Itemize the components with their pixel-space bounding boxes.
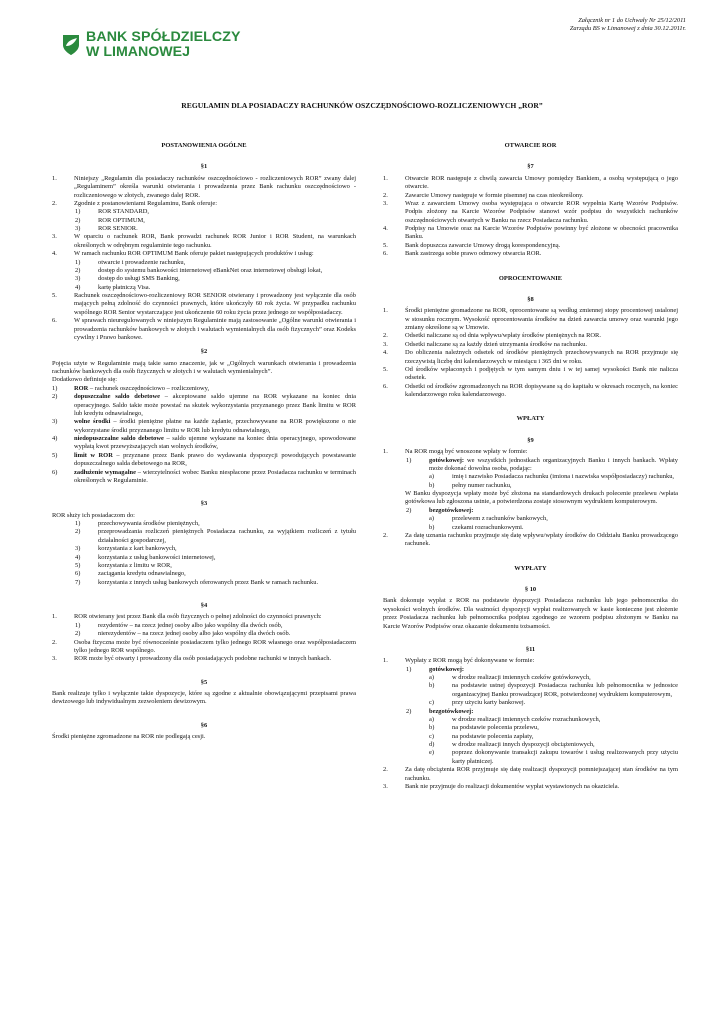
numbered-list [52, 292, 356, 342]
list-item: 2) przeprowadzania rozliczeń pieniężnych Posiadacza rachunku, za wyjątkiem rozliczeń z tytułu działalności gospodarczej, [75, 528, 356, 544]
paragraph-number: §7 [527, 163, 534, 171]
numbered-list [52, 639, 356, 664]
list-item: 5) korzystania z limitu w ROR, [75, 561, 172, 569]
list-item: 1. Otwarcie ROR następuje z chwilą zawarcia Umowy pomiędzy Bankiem, a osobą występującą o jego otwarcie. [383, 174, 678, 191]
paragraph-number: §3 [200, 500, 208, 508]
section-heading: WYPŁATY [514, 564, 547, 572]
sub-sub-list [429, 515, 678, 532]
sub-list [383, 457, 678, 491]
paragraph-number: §2 [200, 348, 208, 356]
list-item: 1) otwarcie i prowadzenie rachunku, [75, 258, 186, 266]
definition-list [52, 385, 356, 486]
list-item: 5. Rachunek oszczędnościowo-rozliczeniowy ROR SENIOR otwierany i prowadzony jest wyłącznie dla osób mających pełną zdolność do czynności prawnych, które ukończyły 60 rok życia. W przypadku rachunku wspólnego ROR Senior wystarczające jest ukończenie 60 roku życia przez jednego ze współposiadaczy. [52, 292, 356, 316]
numbered-list [383, 766, 678, 791]
list-item: 1) ROR STANDARD, [75, 208, 149, 216]
numbered-list [52, 613, 356, 621]
list-item: 3. ROR może być otwarty i prowadzony dla osób posiadających podobne rachunki w innych bankach. [52, 655, 332, 663]
paragraph-number: §4 [200, 602, 208, 609]
list-item: 2. Za datę uznania rachunku przyjmuje się datę wpływu/wpłaty środków do Oddziału Banku prowadzącego rachunek. [383, 531, 678, 548]
list-item: c) na podstawie polecenia zapłaty, [429, 732, 534, 740]
list-item: 3. W oparciu o rachunek ROR, Bank prowadzi rachunek ROR Junior i ROR Student, na warunkach określonych w odrębnym regulaminie tego rachunku. [52, 233, 356, 249]
list-item: 2) dostęp do systemu bankowości internetowej eBankNet oraz internetowej obsługi lokat, [75, 266, 323, 274]
list-item: 1) gotówkowej: a) w drodze realizacji imiennych czeków gotówkowych, b) na podstawie ustnej dyspozycji Posiadacza rachunku lub pełnomocnika w jednostce organizacyjnej Banku prowadzącej ROR, potwierdzonej wydrukiem komputerowym, c) przy użyciu karty bankowej. [406, 665, 678, 707]
list-item: 6. Bank zastrzega sobie prawo odmowy otwarcia ROR. [383, 250, 542, 258]
list-item: 4. Do obliczenia należnych odsetek od środków pieniężnych przechowywanych na ROR przyjmuje się rzeczywistą liczbę dni kalendarzowych w miesiącu i 365 dni w roku. [383, 349, 678, 365]
list-item: b) pełny numer rachunku, [429, 481, 512, 489]
list-item: 1. Niniejszy „Regulamin dla posiadaczy rachunków oszczędnościowo - rozliczeniowych ROR” zwany dalej „Regulaminem” określa warunki otwierania i prowadzenia przez Bank rachunku oszczędnościowo - rozliczeniowego w złotych, zwanego dalej ROR. [52, 174, 356, 199]
numbered-list [52, 175, 356, 209]
sub-sub-list [429, 674, 678, 708]
document-title: REGULAMIN DLA POSIADACZY RACHUNKÓW OSZCZĘDNOŚCIOWO-ROZLICZENIOWYCH „ROR” [181, 101, 543, 110]
list-item: 2) ROR OPTIMUM, [75, 216, 145, 224]
paragraph-number: §11 [525, 645, 536, 653]
list-item: 2) nierezydentów – na rzecz jednej osoby albo jako wspólny dla dwóch osób. [75, 630, 291, 638]
list-item: 2. Za datę obciążenia ROR przyjmuje się datę realizacji dyspozycji pomniejszającej stan środków na tym rachunku. [383, 766, 678, 782]
numbered-list [383, 657, 678, 665]
list-item: 4) korzystania z usług bankowości internetowej, [75, 553, 216, 561]
list-item: 2) bezgotówkowej: a) w drodze realizacji imiennych czeków rozrachunkowych, b) na podstawie polecenia przelewu, c) na podstawie polecenia zapłaty, d) w drodze realizacji innych dyspozycji obciążeniowych, e) poprzez dokonywanie transakcji zakupu towarów i usług realizowanych przy użyciu karty płatniczej. [406, 707, 678, 765]
section-heading: WPŁATY [516, 415, 545, 423]
list-item: 1) rezydentów – na rzecz jednej osoby albo jako wspólny dla dwóch osób, [75, 621, 283, 629]
paragraph-number: §5 [200, 678, 208, 686]
definition-item: 1) ROR – rachunek oszczędnościowo – rozliczeniowy, [52, 384, 210, 392]
sub-list [52, 208, 356, 233]
list-item: 1. ROR otwierany jest przez Bank dla osób fizycznych o pełnej zdolności do czynności prawnych: [52, 613, 322, 621]
right-column [383, 142, 678, 791]
paragraph-number: §9 [527, 436, 534, 444]
list-item: 4) kartę płatniczą Visa. [75, 283, 151, 291]
numbered-list [383, 307, 678, 399]
list-item: a) imię i nazwisko Posiadacza rachunku (imiona i nazwiska współposiadaczy) rachunku, [429, 473, 675, 481]
list-item: 3) ROR SENIOR. [75, 225, 138, 232]
list-item: 6) zaciągania kredytu odnawialnego, [75, 570, 186, 578]
list-item: 3. Wraz z zawarciem Umowy osoba występująca o otwarcie ROR wypełnia Kartę Wzorów Podpisów. Podpis złożony na Karcie Wzorów Podpisów stanowi wzór podpisu do wszystkich rachunków oszczędnościowych otwartych w Banku na rzecz Posiadacza rachunku. [383, 199, 678, 224]
sub-list [52, 622, 356, 639]
list-item: e) poprzez dokonywanie transakcji zakupu towarów i usług realizowanych przy użyciu karty płatniczej. [429, 749, 678, 765]
list-item: 2. Zgodnie z postanowieniami Regulaminu, Bank oferuje: [52, 199, 218, 207]
list-item: 5. Od środków wpłaconych i podjętych w tym samym dniu i w tej samej wysokości Bank nie nalicza odsetek. [383, 365, 678, 382]
list-item: 7) korzystania z innych usług bankowych oferowanych przez Bank w ramach rachunku. [75, 578, 319, 586]
definition-item: 5) limit w ROR – przyznane przez Bank prawo do wydawania dyspozycji powodujących powstawanie dopuszczalnego salda debetowego na ROR, [52, 451, 356, 468]
list-item: a) w drodze realizacji imiennych czeków gotówkowych, [429, 674, 591, 681]
list-item: 4. W ramach rachunku ROR OPTIMUM Bank oferuje pakiet następujących produktów i usług: [52, 250, 314, 258]
list-item: a) przelewem z rachunków bankowych, [429, 515, 548, 523]
paragraph-text: Pojęcia użyte w Regulaminie mają takie samo znaczenie, jak w „Ogólnych warunkach otwierania i prowadzenia rachunków bankowych dla osób fizycznych w złotych i w walutach wymienialnych”. [52, 359, 356, 375]
list-item: 1. Na ROR mogą być wnoszone wpłaty w formie: [383, 448, 528, 456]
list-item: 2. Zawarcie Umowy następuje w formie pisemnej na czas nieokreślony. [383, 191, 584, 199]
definition-item: 3) wolne środki – środki pieniężne płatne na każde żądanie, przechowywane na ROR powiększone o nie wykorzystane środki przyznanego limitu w ROR lub kredytu odnawialnego, [52, 418, 356, 434]
numbered-list [383, 175, 678, 259]
bank-logo [62, 30, 241, 59]
list-item: 3) dostęp do usługi SMS Banking, [75, 275, 180, 283]
list-item: 4. Podpisy na Umowie oraz na Karcie Wzorów Podpisów powinny być złożone w obecności pracownika Banku. [383, 225, 678, 241]
list-item: 3. Odsetki naliczane są za każdy dzień utrzymania środków na rachunku. [383, 340, 587, 348]
definition-item: 6) zadłużenie wymagalne – wierzytelności wobec Banku niespłacone przez Posiadacza rachunku w terminach określonych w Regulaminie. [52, 468, 357, 484]
definition-item: 4) niedopuszczalne saldo debetowe – saldo ujemne wykazane na koniec dnia operacyjnego, spowodowane wypłatą kwot przewyższających stan wolnych środków, [52, 435, 357, 451]
list-item: b) czekami rozrachunkowymi. [429, 523, 524, 531]
list-item: 2. Osoba fizyczna może być równocześnie posiadaczem tylko jednego ROR własnego oraz współposiadaczem tylko jednego ROR wspólnego. [52, 638, 356, 654]
attachment-note [570, 17, 686, 34]
paragraph-text: W Banku dyspozycja wpłaty może być złożona na standardowych drukach polecenie przelewu /wpłata gotówkowa lub zgłoszona ustnie, a potwierdzona zostaje stosownym wydrukiem komputerowym. [405, 490, 678, 506]
paragraph-number: §6 [200, 721, 208, 729]
list-item: 3. Bank nie przyjmuje do realizacji dokumentów wypłat wystawionych na okaziciela. [383, 782, 620, 790]
list-item: d) w drodze realizacji innych dyspozycji obciążeniowych, [429, 741, 595, 748]
list-item: c) przy użyciu karty bankowej. [429, 699, 526, 707]
paragraph-text: Dodatkowo definiuje się: [52, 376, 118, 384]
list-item: 2) bezgotówkowej: a) przelewem z rachunków bankowych, b) czekami rozrachunkowymi. [383, 507, 678, 532]
attachment-line-1: Załącznik nr 1 do Uchwały Nr 25/12/2011 [578, 17, 686, 24]
section-heading: POSTANOWIENIA OGÓLNE [161, 142, 247, 149]
list-item: 5. Bank dopuszcza zawarcie Umowy drogą korespondencyjną. [383, 241, 561, 249]
section-heading: OTWARCIE ROR [504, 142, 557, 149]
logo-text-line-2: W LIMANOWEJ [86, 44, 191, 61]
list-item: b) na podstawie polecenia przelewu, [429, 724, 539, 732]
paragraph-number: §1 [200, 163, 208, 171]
paragraph-text: Środki pieniężne zgromadzone na ROR nie podlegają cesji. [52, 733, 206, 741]
list-item: 3) korzystania z kart bankowych, [75, 545, 177, 553]
numbered-list [383, 532, 678, 549]
paragraph-number: § 10 [524, 586, 537, 593]
sub-sub-list [429, 716, 678, 766]
paragraph-text: ROR służy ich posiadaczom do: [52, 511, 135, 519]
sub-list [383, 666, 678, 767]
list-item: 1. Środki pieniężne gromadzone na ROR, oprocentowane są według zmiennej stopy procentowej ustalonej w stosunku rocznym. Wysokość oprocentowania środków na dzień zawarcia umowy oraz warunki jego zmiany określone są w Umowie. [383, 307, 678, 331]
list-item: 1. Wypłaty z ROR mogą być dokonywane w formie: [383, 657, 535, 665]
list-item: 6. Odsetki od środków zgromadzonych na ROR dopisywane są do kapitału w okresach rocznych, na koniec kalendarzowego roku kalendarzowego. [383, 382, 678, 398]
section-heading: OPROCENTOWANIE [498, 274, 563, 282]
attachment-line-2: Zarządu BS w Limanowej z dnia 30.12.2011r. [569, 25, 686, 33]
paragraph-text: Bank realizuje tylko i wyłącznie takie dyspozycje, które są zgodne z aktualnie obowiązującymi przepisami prawa dewizowego lub indywidualnym zezwoleniem dewizowym. [52, 690, 356, 706]
paragraph-text: Bank dokonuje wypłat z ROR na podstawie dyspozycji Posiadacza rachunku lub jego pełnomocnika do wysokości wolnych środków. Dla ważności dyspozycji wypłat realizowanych w kasie konieczne jest złożenie przez Posiadacza rachunku lub pełnomocnika podpisu zgodnego ze wzorem podpisu złożonym w Banku na Karcie Wzorów Podpisów oraz okazanie dokumentu tożsamości. [383, 597, 678, 630]
list-item: 6. W sprawach nieuregulowanych w niniejszym Regulaminie mają zastosowanie „Ogólne warunki otwierania i prowadzenia rachunków bankowych w złotych i walutach wymienialnych dla osób fizycznych” oraz Kodeks cywilny i Prawo bankowe. [52, 317, 356, 341]
logo-text-line-1: BANK SPÓŁDZIELCZY [86, 29, 241, 45]
bank-logo-icon [62, 34, 80, 56]
numbered-list [52, 233, 356, 258]
sub-list [52, 520, 356, 587]
paragraph-number: §8 [527, 295, 534, 303]
left-column [52, 142, 356, 742]
list-item: 1) przechowywania środków pieniężnych, [75, 520, 200, 527]
definition-item: 2) dopuszczalne saldo debetowe – akceptowane saldo ujemne na ROR wykazane na koniec dnia operacyjnego. Saldo takie może powstać na skutek wykorzystania przyznanego przez Bank limitu w ROR lub kredytu odnawialnego, [52, 393, 356, 417]
list-item: a) w drodze realizacji imiennych czeków rozrachunkowych, [429, 715, 601, 723]
list-item: b) na podstawie ustnej dyspozycji Posiadacza rachunku lub pełnomocnika w jednostce organizacyjnej Banku prowadzącej ROR, potwierdzonej wydrukiem komputerowym, [429, 682, 678, 698]
list-item: 2. Odsetki naliczane są od dnia wpływu/wpłaty środków pieniężnych na ROR. [383, 332, 601, 340]
list-item: 1) gotówkowej: we wszystkich jednostkach organizacyjnych Banku i innych bankach. Wpłaty może dokonać dowolna osoba, podając: a) imię i nazwisko Posiadacza rachunku (imiona i nazwiska współposiadaczy) rachunku, b) pełny numer rachunku, [406, 456, 678, 489]
sub-list [52, 259, 356, 293]
numbered-list [383, 448, 678, 456]
sub-list [383, 507, 678, 532]
sub-sub-list [429, 473, 678, 490]
